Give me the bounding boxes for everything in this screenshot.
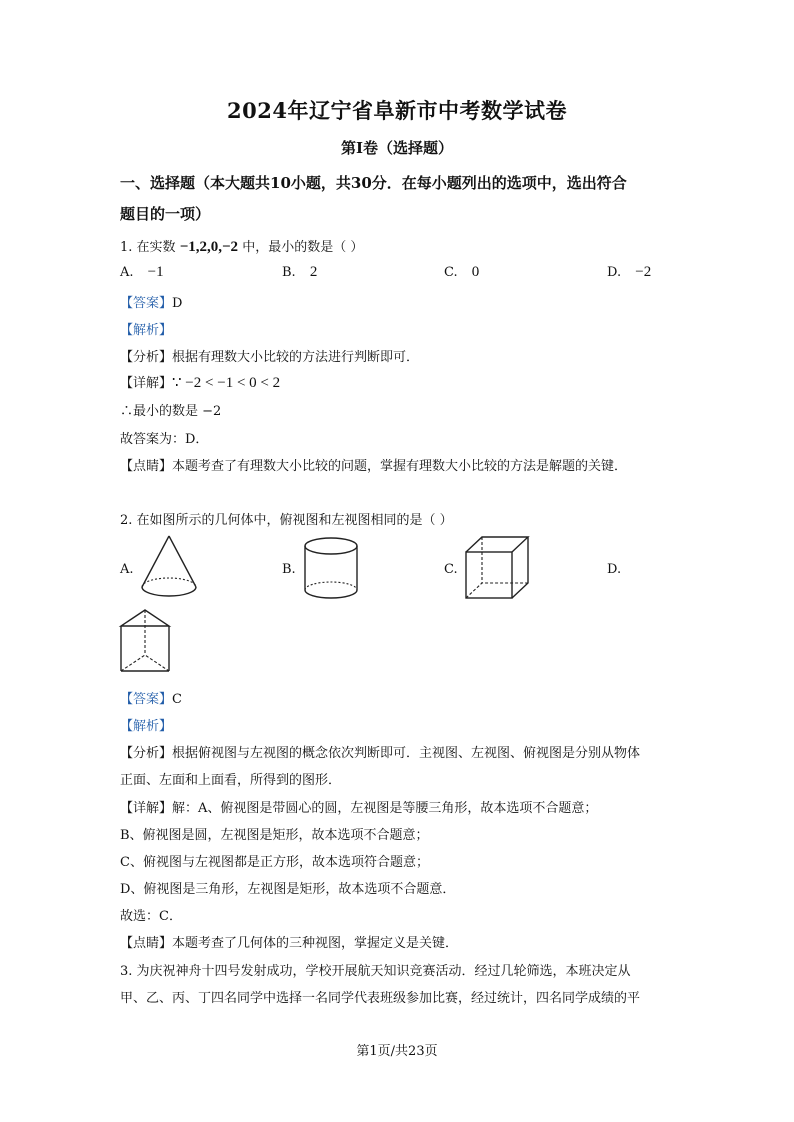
- q2-option-b-label: B.: [282, 562, 296, 577]
- option-value: −1: [147, 264, 164, 280]
- q2-detail-a: [120, 797, 597, 816]
- q2-option-a-label: A.: [120, 562, 134, 577]
- q2-option-d-label: D.: [607, 562, 622, 577]
- q1-option-c: [444, 264, 479, 281]
- q2-answer: [120, 688, 182, 707]
- fenxi-text: 根据俯视图与左视图的概念依次判断即可．主视图、左视图、俯视图是分别从物体: [172, 746, 641, 761]
- comment-tag: 【点睛】: [120, 459, 173, 474]
- option-value: 2: [309, 264, 318, 280]
- option-label: A.: [120, 265, 134, 280]
- q2-comment: [120, 932, 458, 951]
- option-value: 0: [471, 264, 480, 280]
- q1-stem-suffix: 中，最小的数是（ ）: [242, 240, 364, 255]
- q1-detail: [120, 372, 280, 392]
- comment-tag: 【点睛】: [120, 936, 173, 951]
- q1-analysis-tag: 【解析】: [120, 323, 173, 338]
- option-label: D.: [607, 265, 622, 280]
- q2-detail-c: C、俯视图与左视图都是正方形，故本选项符合题意；: [120, 855, 429, 870]
- section-heading-line1: 一、选择题（本大题共10小题，共30分．在每小题列出的选项中，选出符合: [120, 174, 627, 192]
- q2-stem: 2. 在如图所示的几何体中，俯视图和左视图相同的是（ ）: [120, 513, 453, 528]
- cylinder-icon: [300, 535, 362, 603]
- q1-option-a: [120, 264, 164, 281]
- q3-stem-line2: 甲、乙、丙、丁四名同学中选择一名同学代表班级参加比赛，经过统计，四名同学成绩的平: [120, 991, 641, 1006]
- q3-stem-line1: 3. 为庆祝神舟十四号发射成功，学校开展航天知识竞赛活动．经过几轮筛选，本班决定从: [120, 964, 631, 979]
- q2-option-c-label: C.: [444, 562, 458, 577]
- answer-tag: 【答案】: [120, 296, 173, 311]
- section-heading-line2: 题目的一项）: [120, 205, 211, 223]
- cone-icon: [138, 533, 200, 601]
- paper-subtitle: 第Ⅰ卷（选择题）: [340, 139, 454, 157]
- q1-fenxi: [120, 346, 419, 365]
- q1-comment: [120, 455, 627, 474]
- answer-value: C: [172, 692, 182, 707]
- answer-tag: 【答案】: [120, 692, 173, 707]
- triangular-prism-icon: [118, 607, 174, 677]
- detail-text: 解：A、俯视图是带圆心的圆，左视图是等腰三角形，故本选项不合题意；: [172, 801, 598, 816]
- q1-stem-prefix: 1. 在实数: [120, 240, 176, 255]
- comment-text: 本题考查了几何体的三种视图，掌握定义是关键．: [172, 936, 459, 951]
- fenxi-tag: 【分析】: [120, 746, 173, 761]
- q2-detail-b: B、俯视图是圆，左视图是矩形，故本选项不合题意；: [120, 828, 429, 843]
- detail-tag: 【详解】: [120, 376, 173, 391]
- cube-icon: [462, 534, 532, 602]
- q1-option-b: [282, 264, 317, 281]
- page-title: 2024年辽宁省阜新市中考数学试卷: [227, 98, 567, 123]
- q1-answer: [120, 292, 182, 311]
- fenxi-tag: 【分析】: [120, 350, 173, 365]
- comment-text: 本题考查了有理数大小比较的问题，掌握有理数大小比较的方法是解题的关键．: [172, 459, 628, 474]
- q1-stem: [120, 236, 363, 256]
- q2-fenxi-line2: 正面、左面和上面看，所得到的图形．: [120, 773, 342, 788]
- detail-tag: 【详解】: [120, 801, 173, 816]
- option-value: −2: [635, 264, 652, 280]
- option-label: C.: [444, 265, 458, 280]
- q2-fenxi-line1: [120, 742, 640, 761]
- q1-therefore: ∴最小的数是 −2: [120, 404, 222, 419]
- page-footer: 第1页/共23页: [356, 1044, 438, 1059]
- q2-detail-d: D、俯视图是三角形，左视图是矩形，故本选项不合题意．: [120, 882, 456, 897]
- q1-stem-numbers: −1,2,0,−2: [179, 239, 239, 255]
- detail-math: ∵ −2 < −1 < 0 < 2: [172, 375, 281, 391]
- fenxi-text: 根据有理数大小比较的方法进行判断即可．: [172, 350, 420, 365]
- answer-value: D: [172, 296, 183, 311]
- q2-conclusion: 故选：C．: [120, 909, 182, 924]
- q1-conclusion: 故答案为：D．: [120, 432, 209, 447]
- q2-analysis-tag: 【解析】: [120, 719, 173, 734]
- q1-option-d: [607, 264, 651, 281]
- option-label: B.: [282, 265, 296, 280]
